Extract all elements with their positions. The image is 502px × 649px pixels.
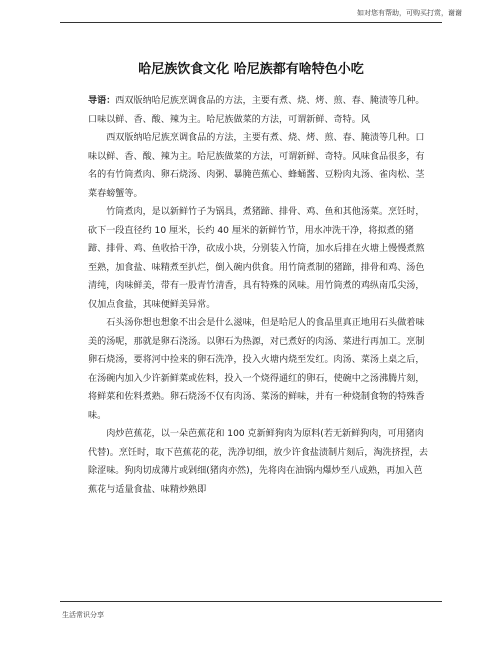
footer-note: 生活常识分享: [62, 611, 104, 619]
header-note: 如对您有帮助，可购买打赏，谢谢: [357, 9, 462, 17]
lead-label: 导语：: [88, 96, 116, 106]
document-body: [88, 92, 430, 499]
paragraph-stone-soup: 石头汤你想也想象不出会是什么滋味，但是哈尼人的食品里真正地用石头做着味美的汤呢，那就是卵石浇汤。以卵石为热源，对已煮好的肉汤、菜进行再加工。烹制卵石烧汤，要将河中捡来的卵石洗净，投入火塘内烧至发红。肉汤、菜汤上桌之后，在汤碗内加入少许新鲜菜或佐料，投入一个烧得通红的卵石，使碗中之汤沸腾片刻，将鲜菜和佐料煮熟。卵石烧汤不仅有肉汤、菜汤的鲜味，并有一种烧制食物的特殊香味。: [88, 318, 425, 421]
paragraph-cooking-methods: 西双版纳哈尼族烹调食品的方法，主要有煮、烧、烤、煎、春、腌渍等几种。口味以鲜、香、酸、辣为主。哈尼族做菜的方法，可谓新鲜、奇特。风味食品很多，有名的有竹筒煮肉、卵石烧汤、肉粥、暴腌芭蕉心、蜂蛹酱、豆粉肉丸汤、雀肉松、茎菜春螃蟹等。: [88, 133, 425, 199]
lead-text: 西双版纳哈尼族烹调食品的方法，主要有煮、烧、烤、煎、春、腌渍等几种。口味以鲜、香、酸、辣为主。哈尼族做菜的方法，可谓新鲜、奇特。风: [88, 96, 425, 125]
paragraph-banana-flower: 肉炒芭蕉花，以一朵芭蕉花和 100 克新鲜狗肉为原料(若无新鲜狗肉，可用猪肉代替)。烹饪时，取下芭蕉花的花，洗净切细，放少许食盐渍制片刻后，淘洗挤捏，去除涩味。狗肉切成薄片或剁细(猪肉亦然)，先将肉在油锅内爆炒至八成熟，再加入芭蕉花与适量食盐、味精炒熟即: [88, 429, 429, 495]
document-title: 哈尼族饮食文化 哈尼族都有啥特色小吃: [138, 62, 364, 77]
header-divider: [60, 22, 442, 23]
lead-paragraph: [88, 92, 430, 129]
paragraph-bamboo-tube-meat: 竹筒煮肉，是以新鲜竹子为锅具，煮猪蹄、排骨、鸡、鱼和其他汤菜。烹饪时，砍下一段直径约 10 厘米，长约 40 厘米的新鲜竹节，用水冲洗干净，将拟煮的猪蹄、排骨、鸡、鱼收拾干净，砍成小块，分别装入竹筒，加水后排在火塘上慢慢煮熬至熟，加食盐、味精煮至扒烂，倒入碗内供食。用竹筒煮制的猪蹄，排骨和鸡、汤色清纯，肉味鲜美，带有一股青竹清香，具有特殊的风味。用竹筒煮的鸡纵南瓜尖汤，仅加点食盐，其味便鲜美异常。: [88, 207, 425, 310]
footer-divider: [60, 601, 442, 602]
